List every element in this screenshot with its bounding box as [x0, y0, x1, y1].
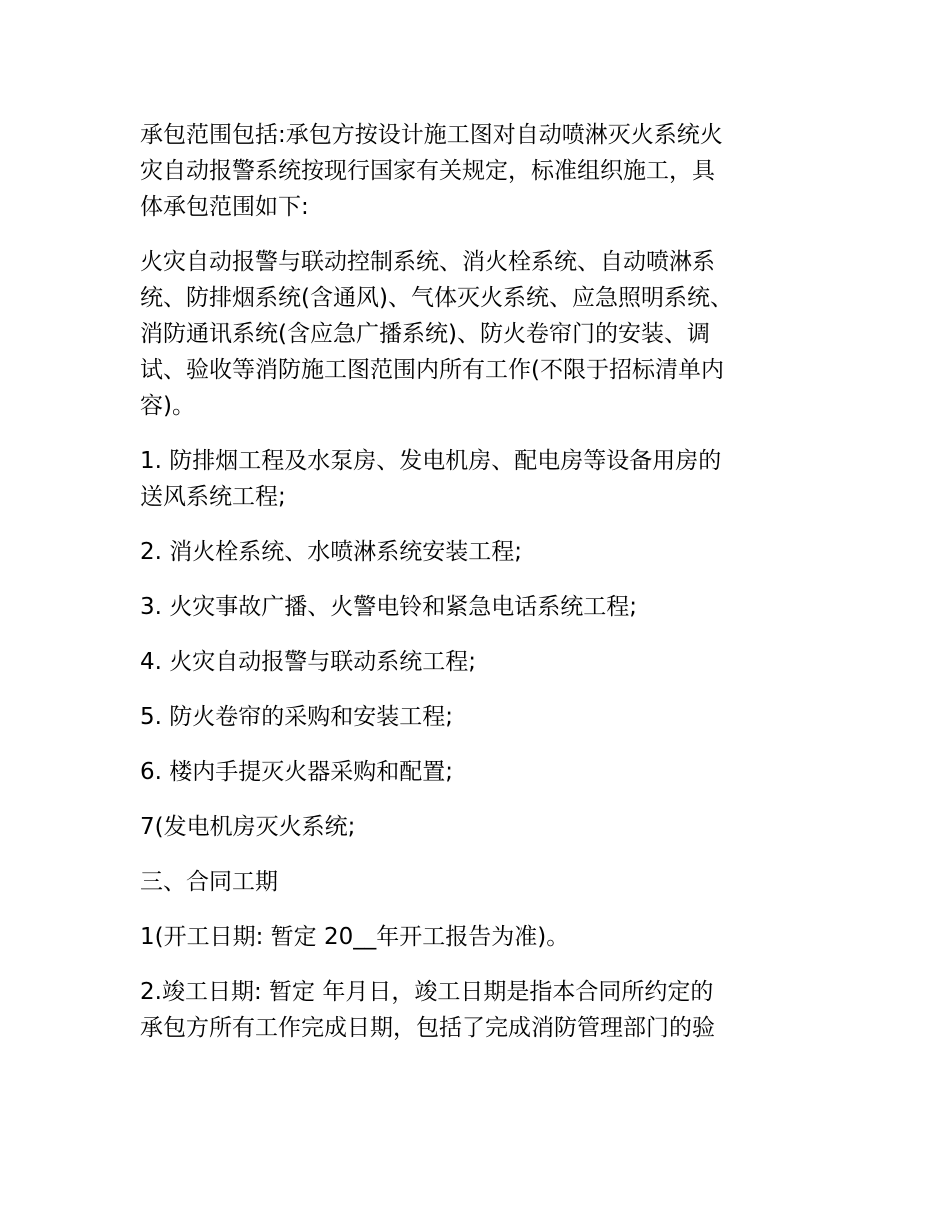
list-item-1: [140, 443, 812, 515]
section-heading-contract-period: [140, 864, 812, 900]
text-line: 7(发电机房灭火系统;: [140, 814, 356, 840]
start-date-clause: [140, 919, 812, 955]
document-page: [140, 117, 812, 1065]
text-line: 消防通讯系统(含应急广播系统)、防火卷帘门的安装、调: [140, 321, 710, 347]
text-line: 3. 火灾事故广播、火警电铃和紧急电话系统工程;: [140, 594, 638, 620]
text-line: 1. 防排烟工程及水泵房、发电机房、配电房等设备用房的: [140, 448, 722, 474]
text-line: 三、合同工期: [140, 869, 278, 895]
list-item-5: [140, 699, 812, 735]
text-line: 5. 防火卷帘的采购和安装工程;: [140, 704, 454, 730]
paragraph-scope-intro: [140, 117, 812, 225]
text-line: 送风系统工程;: [140, 484, 286, 510]
text-line: 承包方所有工作完成日期，包括了完成消防管理部门的验: [140, 1015, 715, 1041]
text-line: 1(开工日期: 暂定 20__年开工报告为准)。: [140, 924, 570, 950]
text-line: 统、防排烟系统(含通风)、气体灭火系统、应急照明系统、: [140, 285, 733, 311]
list-item-7: [140, 809, 812, 845]
text-line: 火灾自动报警与联动控制系统、消火栓系统、自动喷淋系: [140, 249, 715, 275]
text-line: 体承包范围如下:: [140, 194, 309, 220]
list-item-4: [140, 644, 812, 680]
list-item-6: [140, 754, 812, 790]
text-line: 2. 消火栓系统、水喷淋系统安装工程;: [140, 539, 523, 565]
completion-date-clause: [140, 974, 812, 1046]
text-line: 试、验收等消防施工图范围内所有工作(不限于招标清单内: [140, 357, 724, 383]
text-line: 4. 火灾自动报警与联动系统工程;: [140, 649, 477, 675]
text-line: 6. 楼内手提灭火器采购和配置;: [140, 759, 454, 785]
paragraph-scope-systems: [140, 244, 812, 424]
text-line: 承包范围包括:承包方按设计施工图对自动喷淋灭火系统火: [140, 122, 723, 148]
text-line: 灾自动报警系统按现行国家有关规定，标准组织施工，具: [140, 158, 715, 184]
list-item-3: [140, 589, 812, 625]
list-item-2: [140, 534, 812, 570]
text-line: 2.竣工日期: 暂定 年月日，竣工日期是指本合同所约定的: [140, 979, 714, 1005]
text-line: 容)。: [140, 393, 195, 419]
